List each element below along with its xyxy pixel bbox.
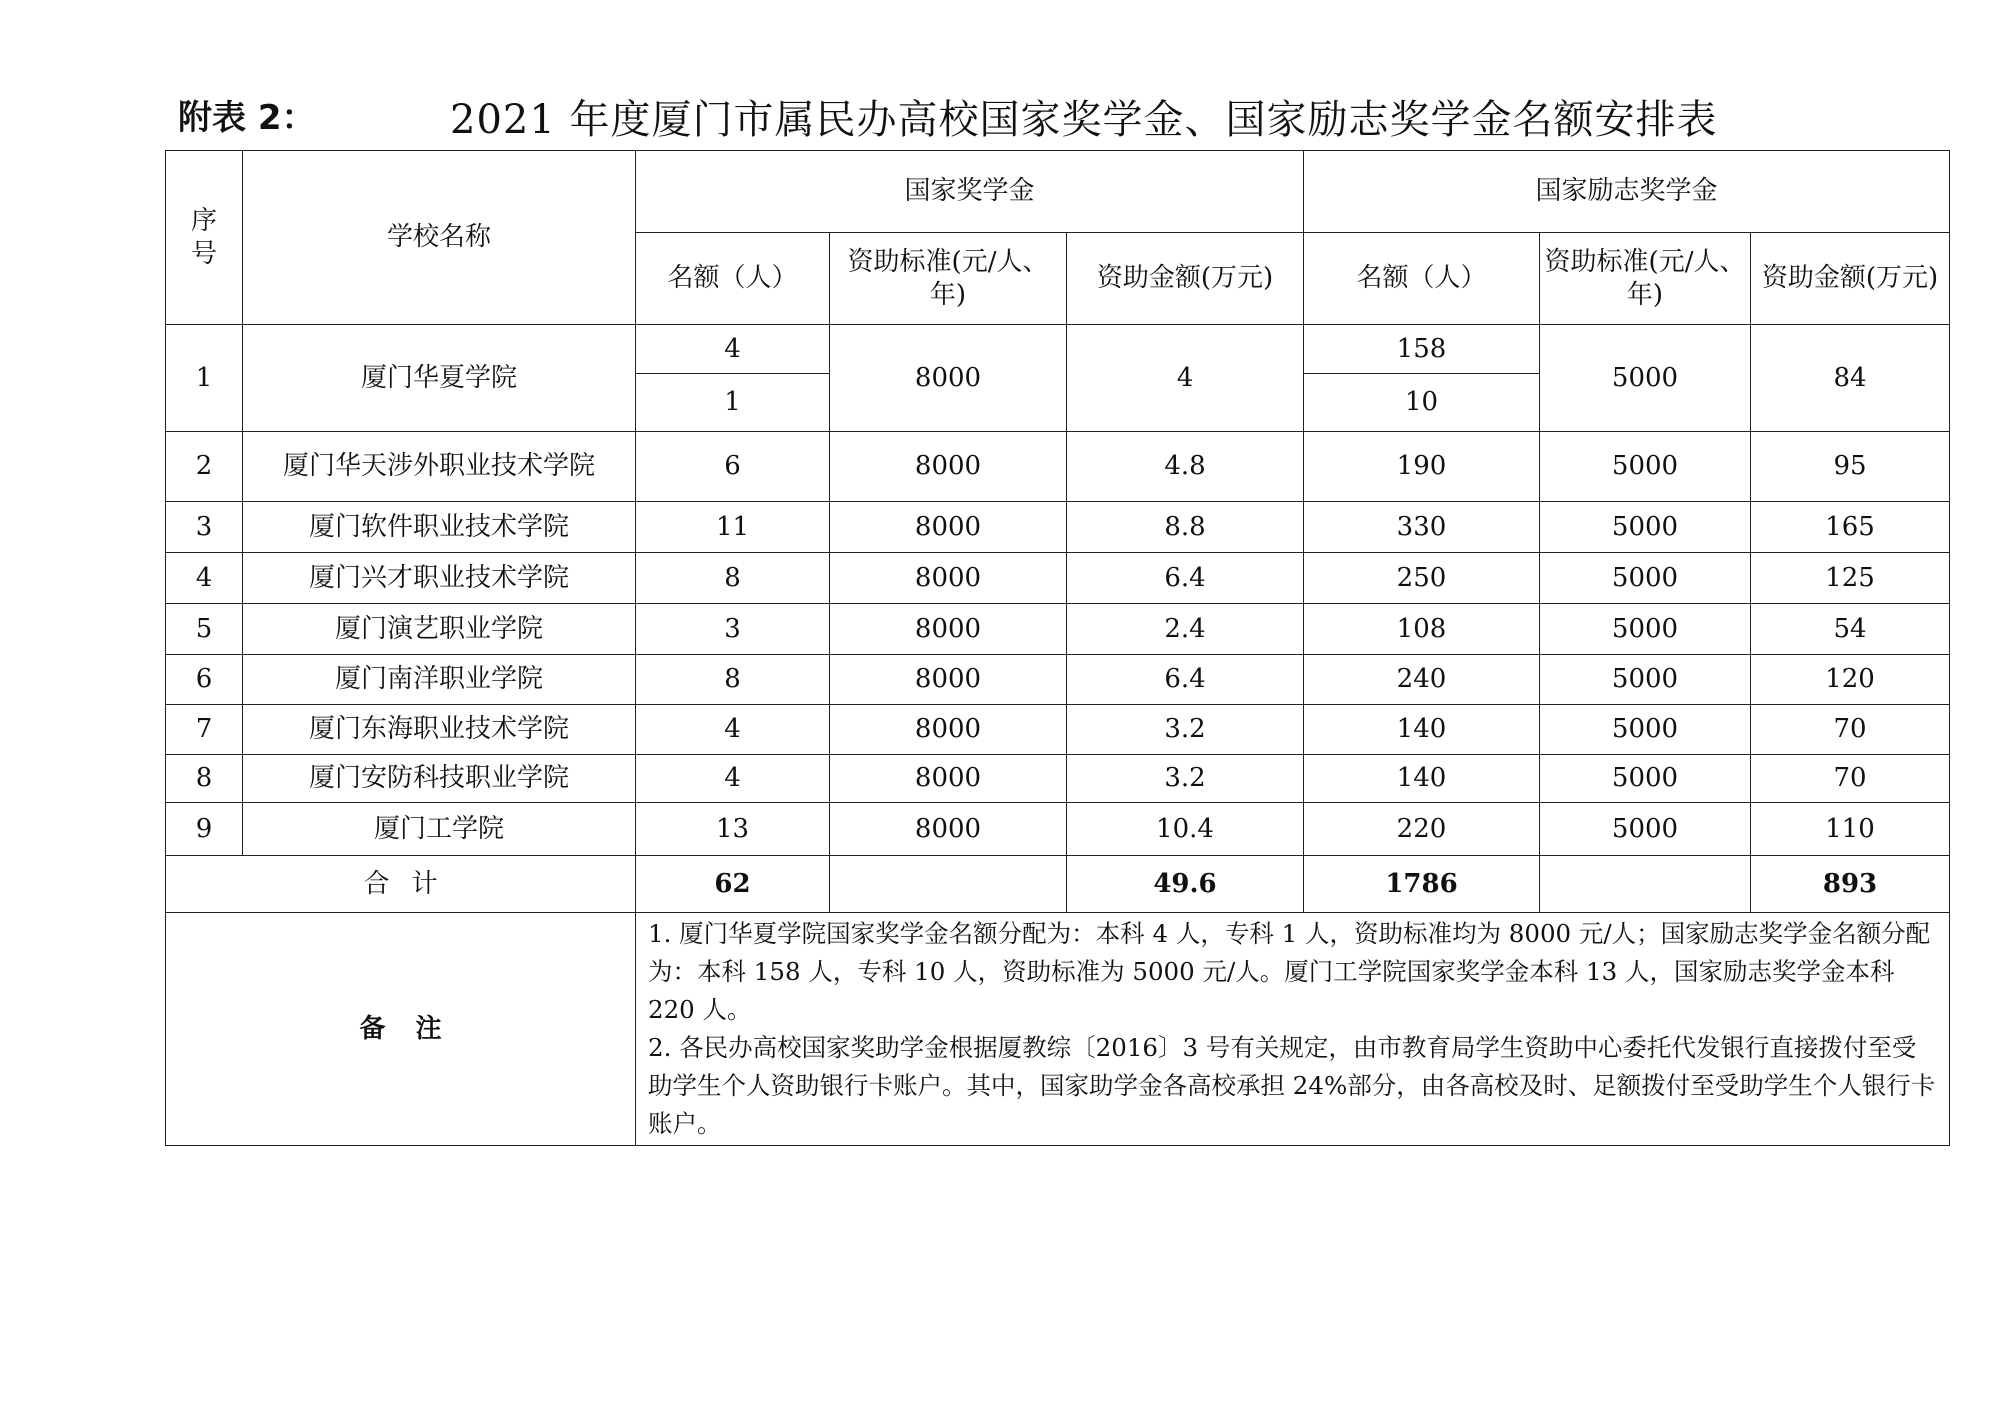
nat-standard-cell: 8000 xyxy=(830,803,1067,856)
ins-standard-cell: 5000 xyxy=(1540,604,1751,655)
ins-amount-cell: 54 xyxy=(1751,604,1950,655)
nat-quota-cell: 11 xyxy=(636,502,830,553)
nat-quota-cell: 3 xyxy=(636,604,830,655)
table-row xyxy=(166,755,1950,803)
total-ins-amount: 893 xyxy=(1751,856,1950,913)
ins-quota-cell: 220 xyxy=(1304,803,1540,856)
nat-standard-cell: 8000 xyxy=(830,705,1067,755)
seq-cell: 3 xyxy=(166,502,243,553)
school-cell: 厦门工学院 xyxy=(243,803,636,856)
ins-amount-cell: 70 xyxy=(1751,705,1950,755)
ins-amount-cell: 95 xyxy=(1751,432,1950,502)
ins-quota-header: 名额（人） xyxy=(1304,233,1540,325)
nat-quota-cell: 4 xyxy=(636,705,830,755)
ins-standard-cell: 5000 xyxy=(1540,803,1751,856)
table-row xyxy=(166,432,1950,502)
table-row xyxy=(166,553,1950,604)
school-cell: 厦门兴才职业技术学院 xyxy=(243,553,636,604)
nat-amount-cell: 6.4 xyxy=(1067,655,1304,705)
remark-note-2: 2. 各民办高校国家奖助学金根据厦教综〔2016〕3 号有关规定，由市教育局学生资助中心委托代发银行直接拨付至受助学生个人资助银行卡账户。其中，国家助学金各高校承担 24%部分，由各高校及时、足额拨付至受助学生个人银行卡账户。 xyxy=(648,1033,1936,1138)
table-row xyxy=(166,502,1950,553)
inspirational-scholarship-header: 国家励志奖学金 xyxy=(1304,151,1950,233)
col-seq-header: 序号 xyxy=(166,151,243,325)
nat-standard-cell: 8000 xyxy=(830,755,1067,803)
total-label: 合计 xyxy=(166,856,636,913)
allocation-table xyxy=(165,150,1950,1146)
total-nat-standard-empty xyxy=(830,856,1067,913)
nat-quota-cell: 1 xyxy=(636,374,830,432)
school-cell: 厦门华天涉外职业技术学院 xyxy=(243,432,636,502)
table-row xyxy=(166,604,1950,655)
nat-quota-cell: 8 xyxy=(636,553,830,604)
nat-quota-cell: 13 xyxy=(636,803,830,856)
document-title: 2021 年度厦门市属民办高校国家奖学金、国家励志奖学金名额安排表 xyxy=(450,97,1718,143)
seq-cell: 4 xyxy=(166,553,243,604)
nat-quota-cell: 8 xyxy=(636,655,830,705)
ins-amount-cell: 110 xyxy=(1751,803,1950,856)
seq-cell: 6 xyxy=(166,655,243,705)
ins-amount-cell: 125 xyxy=(1751,553,1950,604)
ins-standard-cell: 5000 xyxy=(1540,755,1751,803)
nat-standard-cell: 8000 xyxy=(830,432,1067,502)
nat-amount-cell: 4 xyxy=(1067,325,1304,432)
remarks-content xyxy=(636,913,1950,1146)
ins-quota-cell: 140 xyxy=(1304,755,1540,803)
nat-quota-header: 名额（人） xyxy=(636,233,830,325)
nat-amount-cell: 8.8 xyxy=(1067,502,1304,553)
header-row-group xyxy=(166,151,1950,233)
nat-amount-cell: 6.4 xyxy=(1067,553,1304,604)
seq-cell: 5 xyxy=(166,604,243,655)
ins-standard-header: 资助标准(元/人、年) xyxy=(1540,233,1751,325)
table-row xyxy=(166,803,1950,856)
school-cell: 厦门软件职业技术学院 xyxy=(243,502,636,553)
nat-amount-cell: 3.2 xyxy=(1067,705,1304,755)
ins-standard-cell: 5000 xyxy=(1540,553,1751,604)
nat-amount-cell: 4.8 xyxy=(1067,432,1304,502)
school-cell: 厦门安防科技职业学院 xyxy=(243,755,636,803)
ins-quota-cell: 10 xyxy=(1304,374,1540,432)
ins-amount-header: 资助金额(万元) xyxy=(1751,233,1950,325)
nat-amount-cell: 3.2 xyxy=(1067,755,1304,803)
nat-standard-cell: 8000 xyxy=(830,604,1067,655)
table-row xyxy=(166,325,1950,374)
nat-standard-header: 资助标准(元/人、年) xyxy=(830,233,1067,325)
ins-standard-cell: 5000 xyxy=(1540,655,1751,705)
ins-quota-cell: 250 xyxy=(1304,553,1540,604)
seq-cell: 2 xyxy=(166,432,243,502)
national-scholarship-header: 国家奖学金 xyxy=(636,151,1304,233)
school-cell: 厦门演艺职业学院 xyxy=(243,604,636,655)
ins-quota-cell: 240 xyxy=(1304,655,1540,705)
ins-amount-cell: 120 xyxy=(1751,655,1950,705)
col-school-header: 学校名称 xyxy=(243,151,636,325)
total-ins-quota: 1786 xyxy=(1304,856,1540,913)
ins-quota-cell: 158 xyxy=(1304,325,1540,374)
nat-quota-cell: 4 xyxy=(636,755,830,803)
ins-standard-cell: 5000 xyxy=(1540,325,1751,432)
table-row xyxy=(166,705,1950,755)
ins-quota-cell: 190 xyxy=(1304,432,1540,502)
nat-amount-cell: 10.4 xyxy=(1067,803,1304,856)
nat-amount-header: 资助金额(万元) xyxy=(1067,233,1304,325)
total-ins-standard-empty xyxy=(1540,856,1751,913)
seq-cell: 9 xyxy=(166,803,243,856)
header xyxy=(178,84,1778,144)
seq-cell: 1 xyxy=(166,325,243,432)
ins-quota-cell: 108 xyxy=(1304,604,1540,655)
total-nat-amount: 49.6 xyxy=(1067,856,1304,913)
nat-amount-cell: 2.4 xyxy=(1067,604,1304,655)
ins-quota-cell: 140 xyxy=(1304,705,1540,755)
seq-cell: 8 xyxy=(166,755,243,803)
nat-quota-cell: 4 xyxy=(636,325,830,374)
seq-cell: 7 xyxy=(166,705,243,755)
nat-standard-cell: 8000 xyxy=(830,553,1067,604)
school-cell: 厦门东海职业技术学院 xyxy=(243,705,636,755)
ins-amount-cell: 165 xyxy=(1751,502,1950,553)
ins-amount-cell: 84 xyxy=(1751,325,1950,432)
ins-quota-cell: 330 xyxy=(1304,502,1540,553)
nat-standard-cell: 8000 xyxy=(830,655,1067,705)
nat-standard-cell: 8000 xyxy=(830,325,1067,432)
remarks-row xyxy=(166,913,1950,1146)
table-row xyxy=(166,655,1950,705)
total-row xyxy=(166,856,1950,913)
ins-standard-cell: 5000 xyxy=(1540,432,1751,502)
total-nat-quota: 62 xyxy=(636,856,830,913)
remark-note-1: 1. 厦门华夏学院国家奖学金名额分配为：本科 4 人，专科 1 人，资助标准均为 8000 元/人；国家励志奖学金名额分配为：本科 158 人，专科 10 人，资助标准为 5000 元/人。厦门工学院国家奖学金本科 13 人，国家励志奖学金本科 220 人。 xyxy=(648,919,1931,1024)
ins-standard-cell: 5000 xyxy=(1540,502,1751,553)
remarks-label: 备注 xyxy=(166,913,636,1146)
nat-quota-cell: 6 xyxy=(636,432,830,502)
school-cell: 厦门华夏学院 xyxy=(243,325,636,432)
nat-standard-cell: 8000 xyxy=(830,502,1067,553)
ins-standard-cell: 5000 xyxy=(1540,705,1751,755)
school-cell: 厦门南洋职业学院 xyxy=(243,655,636,705)
attachment-label: 附表 2： xyxy=(178,98,316,138)
ins-amount-cell: 70 xyxy=(1751,755,1950,803)
